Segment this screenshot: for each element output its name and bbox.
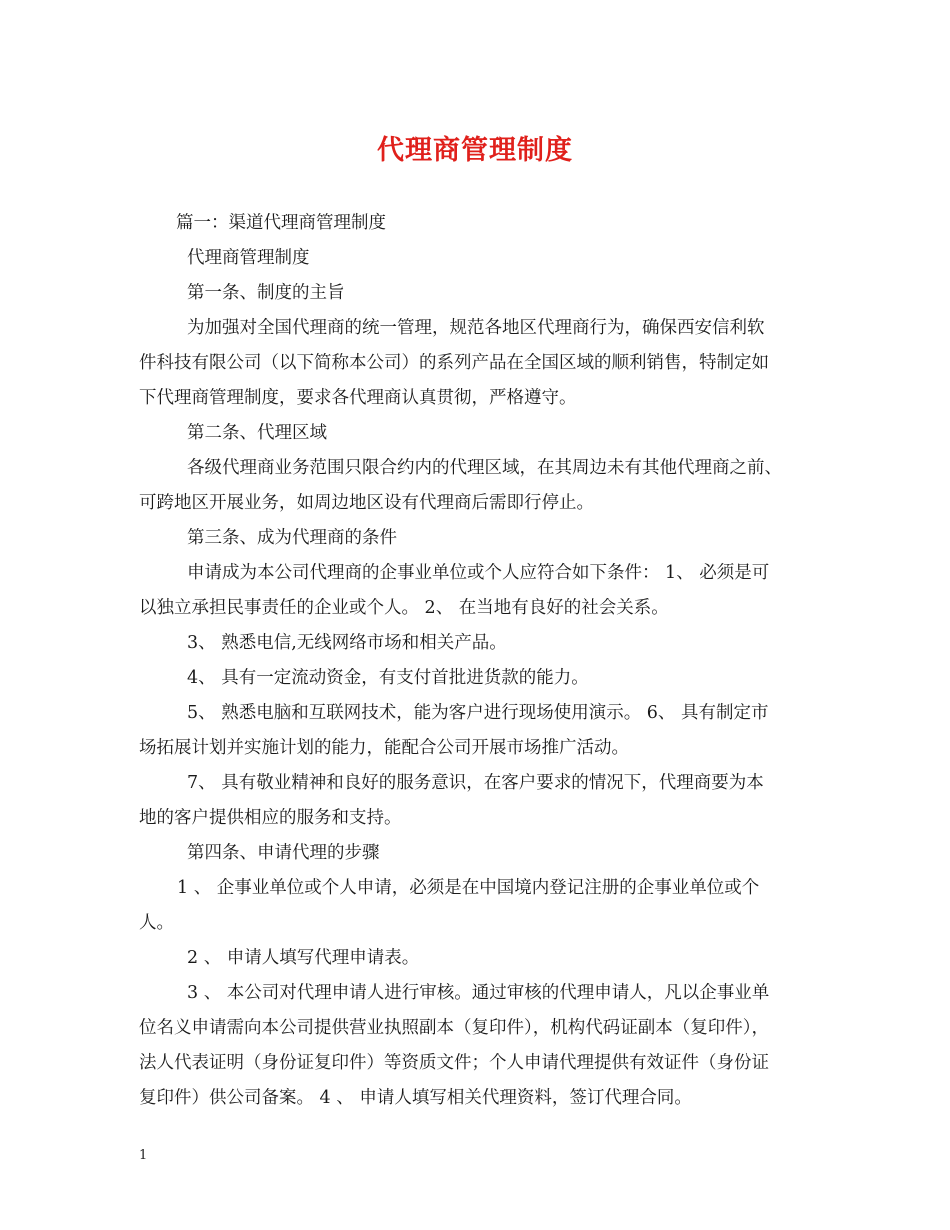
- section-heading: 篇一：渠道代理商管理制度: [176, 213, 386, 233]
- article-heading: 第四条、申请代理的步骤: [187, 843, 380, 863]
- paragraph-line: 件科技有限公司（以下简称本公司）的系列产品在全国区域的顺利销售，特制定如: [139, 353, 769, 373]
- paragraph-line: 地的客户提供相应的服务和支持。: [139, 808, 402, 828]
- list-item: 3 、 本公司对代理申请人进行审核。通过审核的代理申请人，凡以企事业单: [187, 983, 770, 1003]
- paragraph-line: 位名义申请需向本公司提供营业执照副本（复印件），机构代码证副本（复印件），: [139, 1018, 769, 1038]
- article-heading: 第二条、代理区域: [187, 423, 327, 443]
- list-item: 2 、 申请人填写代理申请表。: [187, 948, 420, 968]
- list-item: 7、 具有敬业精神和良好的服务意识，在客户要求的情况下，代理商要为本: [187, 773, 764, 793]
- paragraph-line: 复印件）供公司备案。 4 、 申请人填写相关代理资料，签订代理合同。: [139, 1088, 692, 1108]
- paragraph-line: 申请成为本公司代理商的企事业单位或个人应符合如下条件： 1、 必须是可: [187, 563, 770, 583]
- page-number: 1: [139, 1148, 148, 1163]
- paragraph-line: 以独立承担民事责任的企业或个人。 2、 在当地有良好的社会关系。: [139, 598, 669, 618]
- paragraph-line: 场拓展计划并实施计划的能力，能配合公司开展市场推广活动。: [139, 738, 629, 758]
- paragraph-line: 各级代理商业务范围只限合约内的代理区域，在其周边未有其他代理商之前、: [187, 458, 782, 478]
- list-item: 3、 熟悉电信,无线网络市场和相关产品。: [187, 633, 507, 653]
- paragraph-line: 为加强对全国代理商的统一管理，规范各地区代理商行为，确保西安信利软: [187, 318, 765, 338]
- document-title: 代理商管理制度: [377, 135, 573, 166]
- document-body: [139, 206, 819, 1116]
- paragraph-line: 法人代表证明（身份证复印件）等资质文件；个人申请代理提供有效证件（身份证: [139, 1053, 769, 1073]
- paragraph-line: 可跨地区开展业务，如周边地区设有代理商后需即行停止。: [139, 493, 594, 513]
- paragraph-line: 下代理商管理制度，要求各代理商认真贯彻，严格遵守。: [139, 388, 577, 408]
- article-heading: 第一条、制度的主旨: [187, 283, 345, 303]
- list-item: 4、 具有一定流动资金，有支付首批进货款的能力。: [187, 668, 589, 688]
- article-heading: 第三条、成为代理商的条件: [187, 528, 397, 548]
- subheading: 代理商管理制度: [187, 248, 310, 268]
- list-item: 5、 熟悉电脑和互联网技术，能为客户进行现场使用演示。 6、 具有制定市: [187, 703, 769, 723]
- paragraph-line: 人。: [139, 913, 174, 933]
- list-item: 1 、 企事业单位或个人申请，必须是在中国境内登记注册的企事业单位或个: [177, 878, 760, 898]
